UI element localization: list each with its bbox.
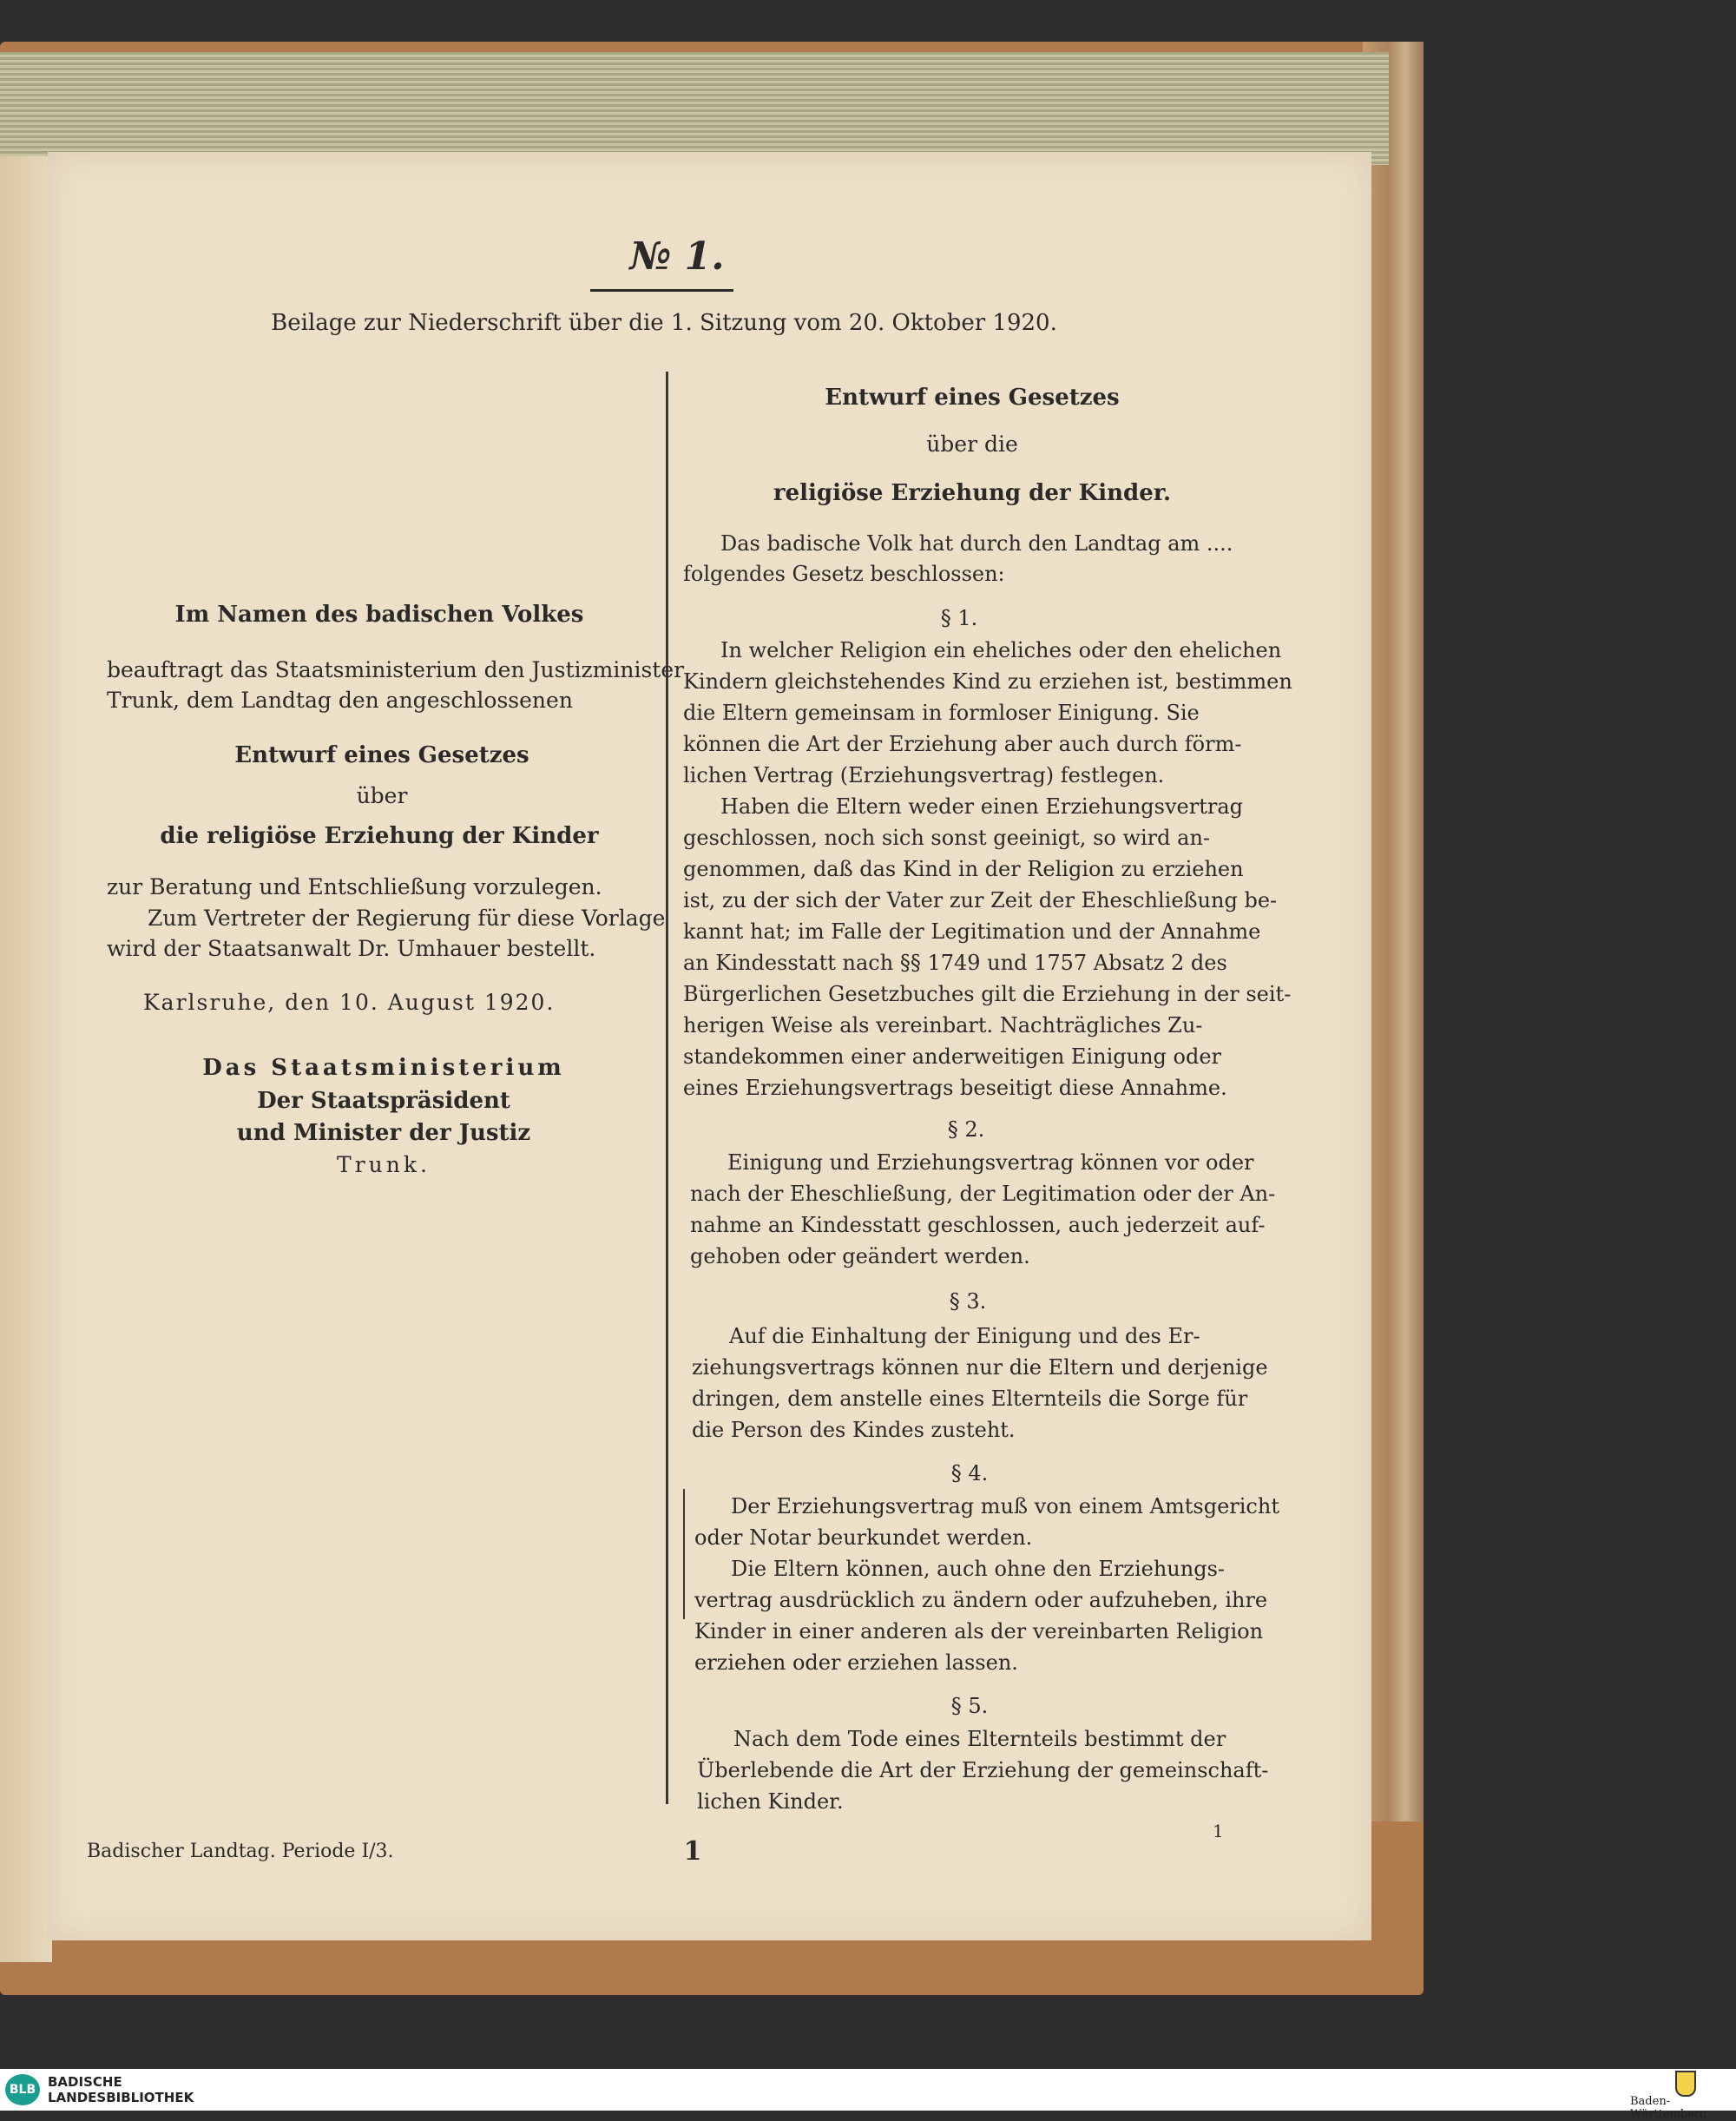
page-footer-left: Badischer Landtag. Periode I/3. xyxy=(87,1841,394,1862)
section-2-heading: § 2. xyxy=(947,1117,985,1142)
section-3-heading: § 3. xyxy=(949,1289,987,1314)
s1-line: Bürgerlichen Gesetzbuches gilt die Erziehung in der seit- xyxy=(683,982,1292,1006)
signature-president: Der Staatspräsident xyxy=(257,1088,510,1114)
signature-name: Trunk. xyxy=(337,1152,431,1177)
s4-line: vertrag ausdrücklich zu ändern oder aufzuheben, ihre xyxy=(694,1588,1268,1612)
document-number: № 1. xyxy=(629,234,725,279)
book-cover-edge xyxy=(1363,42,1424,1821)
s2-line: nahme an Kindesstatt geschlossen, auch jederzeit auf- xyxy=(690,1213,1266,1237)
library-name-line-1: BADISCHE xyxy=(48,2074,122,2090)
left-page-edge xyxy=(0,156,52,1962)
library-name-line-2: LANDESBIBLIOTHEK xyxy=(48,2090,194,2105)
right-ueber-die: über die xyxy=(926,431,1018,457)
coat-of-arms-icon xyxy=(1675,2071,1696,2097)
s5-line: lichen Kinder. xyxy=(697,1789,844,1814)
intro-line-1: Das badische Volk hat durch den Landtag am .... xyxy=(720,531,1233,556)
section-1-heading: § 1. xyxy=(940,606,978,630)
right-draft-title: Entwurf eines Gesetzes xyxy=(825,385,1120,411)
s1-line: Haben die Eltern weder einen Erziehungsvertrag xyxy=(720,794,1243,819)
page-number-center: 1 xyxy=(683,1836,702,1867)
s4-line: Der Erziehungsvertrag muß von einem Amtsgericht xyxy=(731,1494,1279,1518)
left-ueber: über xyxy=(356,783,408,808)
place-date: Karlsruhe, den 10. August 1920. xyxy=(143,990,556,1015)
s1-line: an Kindesstatt nach §§ 1749 und 1757 Absatz 2 des xyxy=(683,951,1227,975)
s1-line: Kindern gleichstehendes Kind zu erziehen ist, bestimmen xyxy=(683,669,1292,694)
s4-line: oder Notar beurkundet werden. xyxy=(694,1525,1033,1550)
left-line-3: zur Beratung und Entschließung vorzulegen. xyxy=(107,874,602,899)
s1-line: genommen, daß das Kind in der Religion zu erziehen xyxy=(683,857,1244,881)
document-page xyxy=(48,152,1371,1940)
s3-line: Auf die Einhaltung der Einigung und des Er- xyxy=(729,1324,1200,1348)
s2-line: gehoben oder geändert werden. xyxy=(690,1244,1030,1268)
s4-line: erziehen oder erziehen lassen. xyxy=(694,1650,1018,1675)
signature-ministry: Das Staatsministerium xyxy=(202,1055,565,1081)
left-line-2: Trunk, dem Landtag den angeschlossenen xyxy=(107,688,573,713)
s1-line: kannt hat; im Falle der Legitimation und der Annahme xyxy=(683,919,1261,944)
section-5-heading: § 5. xyxy=(950,1694,989,1718)
viewer-footer xyxy=(0,2069,1736,2121)
left-subject: die religiöse Erziehung der Kinder xyxy=(160,823,599,849)
s2-line: nach der Eheschließung, der Legitimation oder der An- xyxy=(690,1182,1276,1206)
s3-line: ziehungsvertrags können nur die Eltern und derjenige xyxy=(692,1355,1268,1380)
section-4-heading: § 4. xyxy=(950,1461,989,1485)
intro-line-2: folgendes Gesetz beschlossen: xyxy=(683,562,1005,586)
s5-line: Nach dem Tode eines Elternteils bestimmt der xyxy=(733,1727,1226,1751)
column-divider-lower xyxy=(683,1489,685,1619)
s1-line: In welcher Religion ein eheliches oder den ehelichen xyxy=(720,638,1282,662)
page-number-right: 1 xyxy=(1213,1821,1224,1841)
s2-line: Einigung und Erziehungsvertrag können vor oder xyxy=(727,1150,1254,1175)
s5-line: Überlebende die Art der Erziehung der gemeinschaft- xyxy=(697,1758,1269,1782)
s1-line: standekommen einer anderweitigen Einigung oder xyxy=(683,1044,1222,1069)
document-subtitle: Beilage zur Niederschrift über die 1. Sitzung vom 20. Oktober 1920. xyxy=(271,310,1057,336)
left-line-4: Zum Vertreter der Regierung für diese Vorlage xyxy=(148,906,666,931)
s3-line: die Person des Kindes zusteht. xyxy=(692,1418,1016,1442)
column-divider xyxy=(666,372,668,1804)
s1-line: herigen Weise als vereinbart. Nachträgliches Zu- xyxy=(683,1013,1203,1037)
left-line-5: wird der Staatsanwalt Dr. Umhauer bestellt. xyxy=(107,936,596,961)
state-name: Baden-Württemberg xyxy=(1630,2095,1707,2121)
signature-minister: und Minister der Justiz xyxy=(236,1120,531,1146)
title-underline xyxy=(590,289,733,292)
s1-line: ist, zu der sich der Vater zur Zeit der Eheschließung be- xyxy=(683,888,1278,912)
s1-line: die Eltern gemeinsam in formloser Einigung. Sie xyxy=(683,701,1200,725)
right-subject: religiöse Erziehung der Kinder. xyxy=(773,480,1172,506)
s1-line: können die Art der Erziehung aber auch durch förm- xyxy=(683,732,1242,756)
left-draft-title: Entwurf eines Gesetzes xyxy=(234,742,529,768)
blb-logo-icon[interactable]: BLB xyxy=(5,2074,40,2105)
s1-line: eines Erziehungsvertrags beseitigt diese Annahme. xyxy=(683,1076,1227,1100)
page-stack xyxy=(0,52,1389,165)
left-line-1: beauftragt das Staatsministerium den Justizminister xyxy=(107,657,685,682)
s4-line: Kinder in einer anderen als der vereinbarten Religion xyxy=(694,1619,1264,1643)
s1-line: geschlossen, noch sich sonst geeinigt, so wird an- xyxy=(683,826,1211,850)
s3-line: dringen, dem anstelle eines Elternteils die Sorge für xyxy=(692,1387,1248,1411)
library-name[interactable] xyxy=(48,2074,194,2105)
s1-line: lichen Vertrag (Erziehungsvertrag) festlegen. xyxy=(683,763,1165,787)
s4-line: Die Eltern können, auch ohne den Erziehungs- xyxy=(731,1557,1225,1581)
left-heading: Im Namen des badischen Volkes xyxy=(174,602,584,628)
